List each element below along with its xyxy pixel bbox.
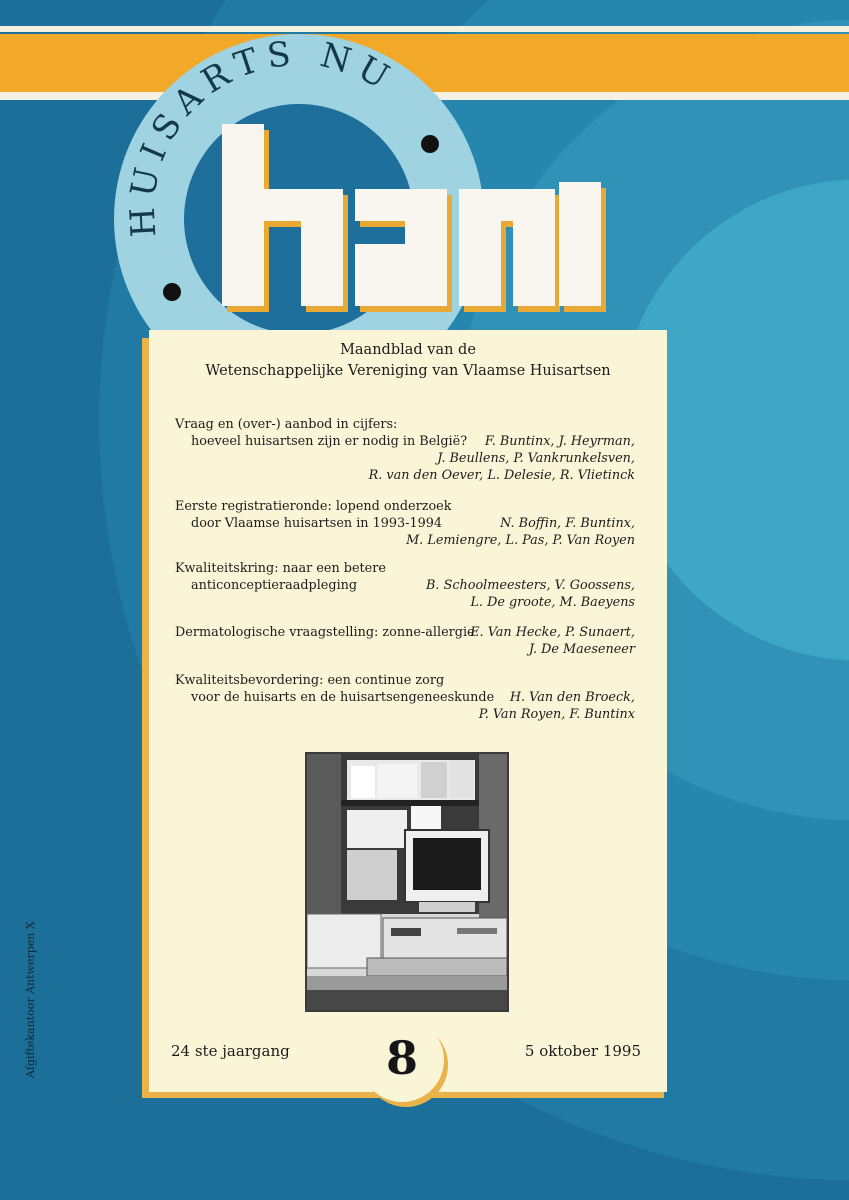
article-authors: [470, 624, 635, 658]
author-line: L. De groote, M. Baeyens: [470, 595, 635, 610]
article-authors: [426, 577, 635, 611]
author-line: F. Buntinx, J. Heyrman,: [484, 434, 635, 449]
article-title-line: Dermatologische vraagstelling: zonne-allergie: [175, 625, 475, 640]
author-line: R. van den Oever, L. Delesie, R. Vlietinck: [368, 468, 635, 483]
issue-badge: [360, 1018, 444, 1102]
contents-panel: [149, 330, 667, 1092]
issue-number: 8: [385, 1031, 418, 1085]
computer-workstation-image: [307, 754, 507, 1010]
article-title: [175, 624, 495, 641]
cover-photo-computer: [305, 752, 509, 1012]
article-title-line: Kwaliteitsbevordering: een continue zorg: [175, 673, 445, 688]
postal-office-text: Afgiftekantoor Antwerpen X: [24, 921, 37, 1078]
ring-dot-left: [163, 283, 181, 301]
issue-date: 5 oktober 1995: [524, 1042, 641, 1060]
ring-title: HUISARTS NU: [122, 34, 403, 239]
masthead-line-1: Maandblad van de: [340, 342, 476, 358]
author-line: E. Van Hecke, P. Sunaert,: [470, 625, 635, 640]
author-line: M. Lemiengre, L. Pas, P. Van Royen: [406, 533, 635, 548]
article-title-line: Vraag en (over-) aanbod in cijfers:: [175, 417, 398, 432]
author-line: N. Boffin, F. Buntinx,: [500, 516, 635, 531]
top-stripe: [0, 26, 849, 32]
article-title: [175, 672, 495, 706]
author-line: J. De Maeseneer: [528, 642, 635, 657]
article-authors: [479, 689, 635, 723]
masthead-line-2: Wetenschappelijke Vereniging van Vlaamse Huisartsen: [205, 363, 611, 379]
article-title-line: Kwaliteitskring: naar een betere: [175, 561, 386, 576]
article-title-line: anticonceptieraadpleging: [191, 578, 358, 593]
author-line: B. Schoolmeesters, V. Goossens,: [426, 578, 635, 593]
article-title-line: door Vlaamse huisartsen in 1993-1994: [191, 516, 443, 531]
author-line: J. Beullens, P. Vankrunkelsven,: [437, 451, 635, 466]
article-title-line: voor de huisarts en de huisartsengeneeskunde: [191, 690, 495, 705]
article-authors: [369, 433, 635, 484]
masthead: [149, 340, 667, 382]
author-line: H. Van den Broeck,: [509, 690, 635, 705]
author-line: P. Van Royen, F. Buntinx: [478, 707, 635, 722]
article-title-line: Eerste registratieronde: lopend onderzoek: [175, 499, 452, 514]
volume-label: 24 ste jaargang: [171, 1042, 290, 1060]
article-title-line: hoeveel huisartsen zijn er nodig in België?: [191, 434, 468, 449]
article-authors: [406, 515, 635, 549]
hanu-logo: [210, 118, 610, 318]
